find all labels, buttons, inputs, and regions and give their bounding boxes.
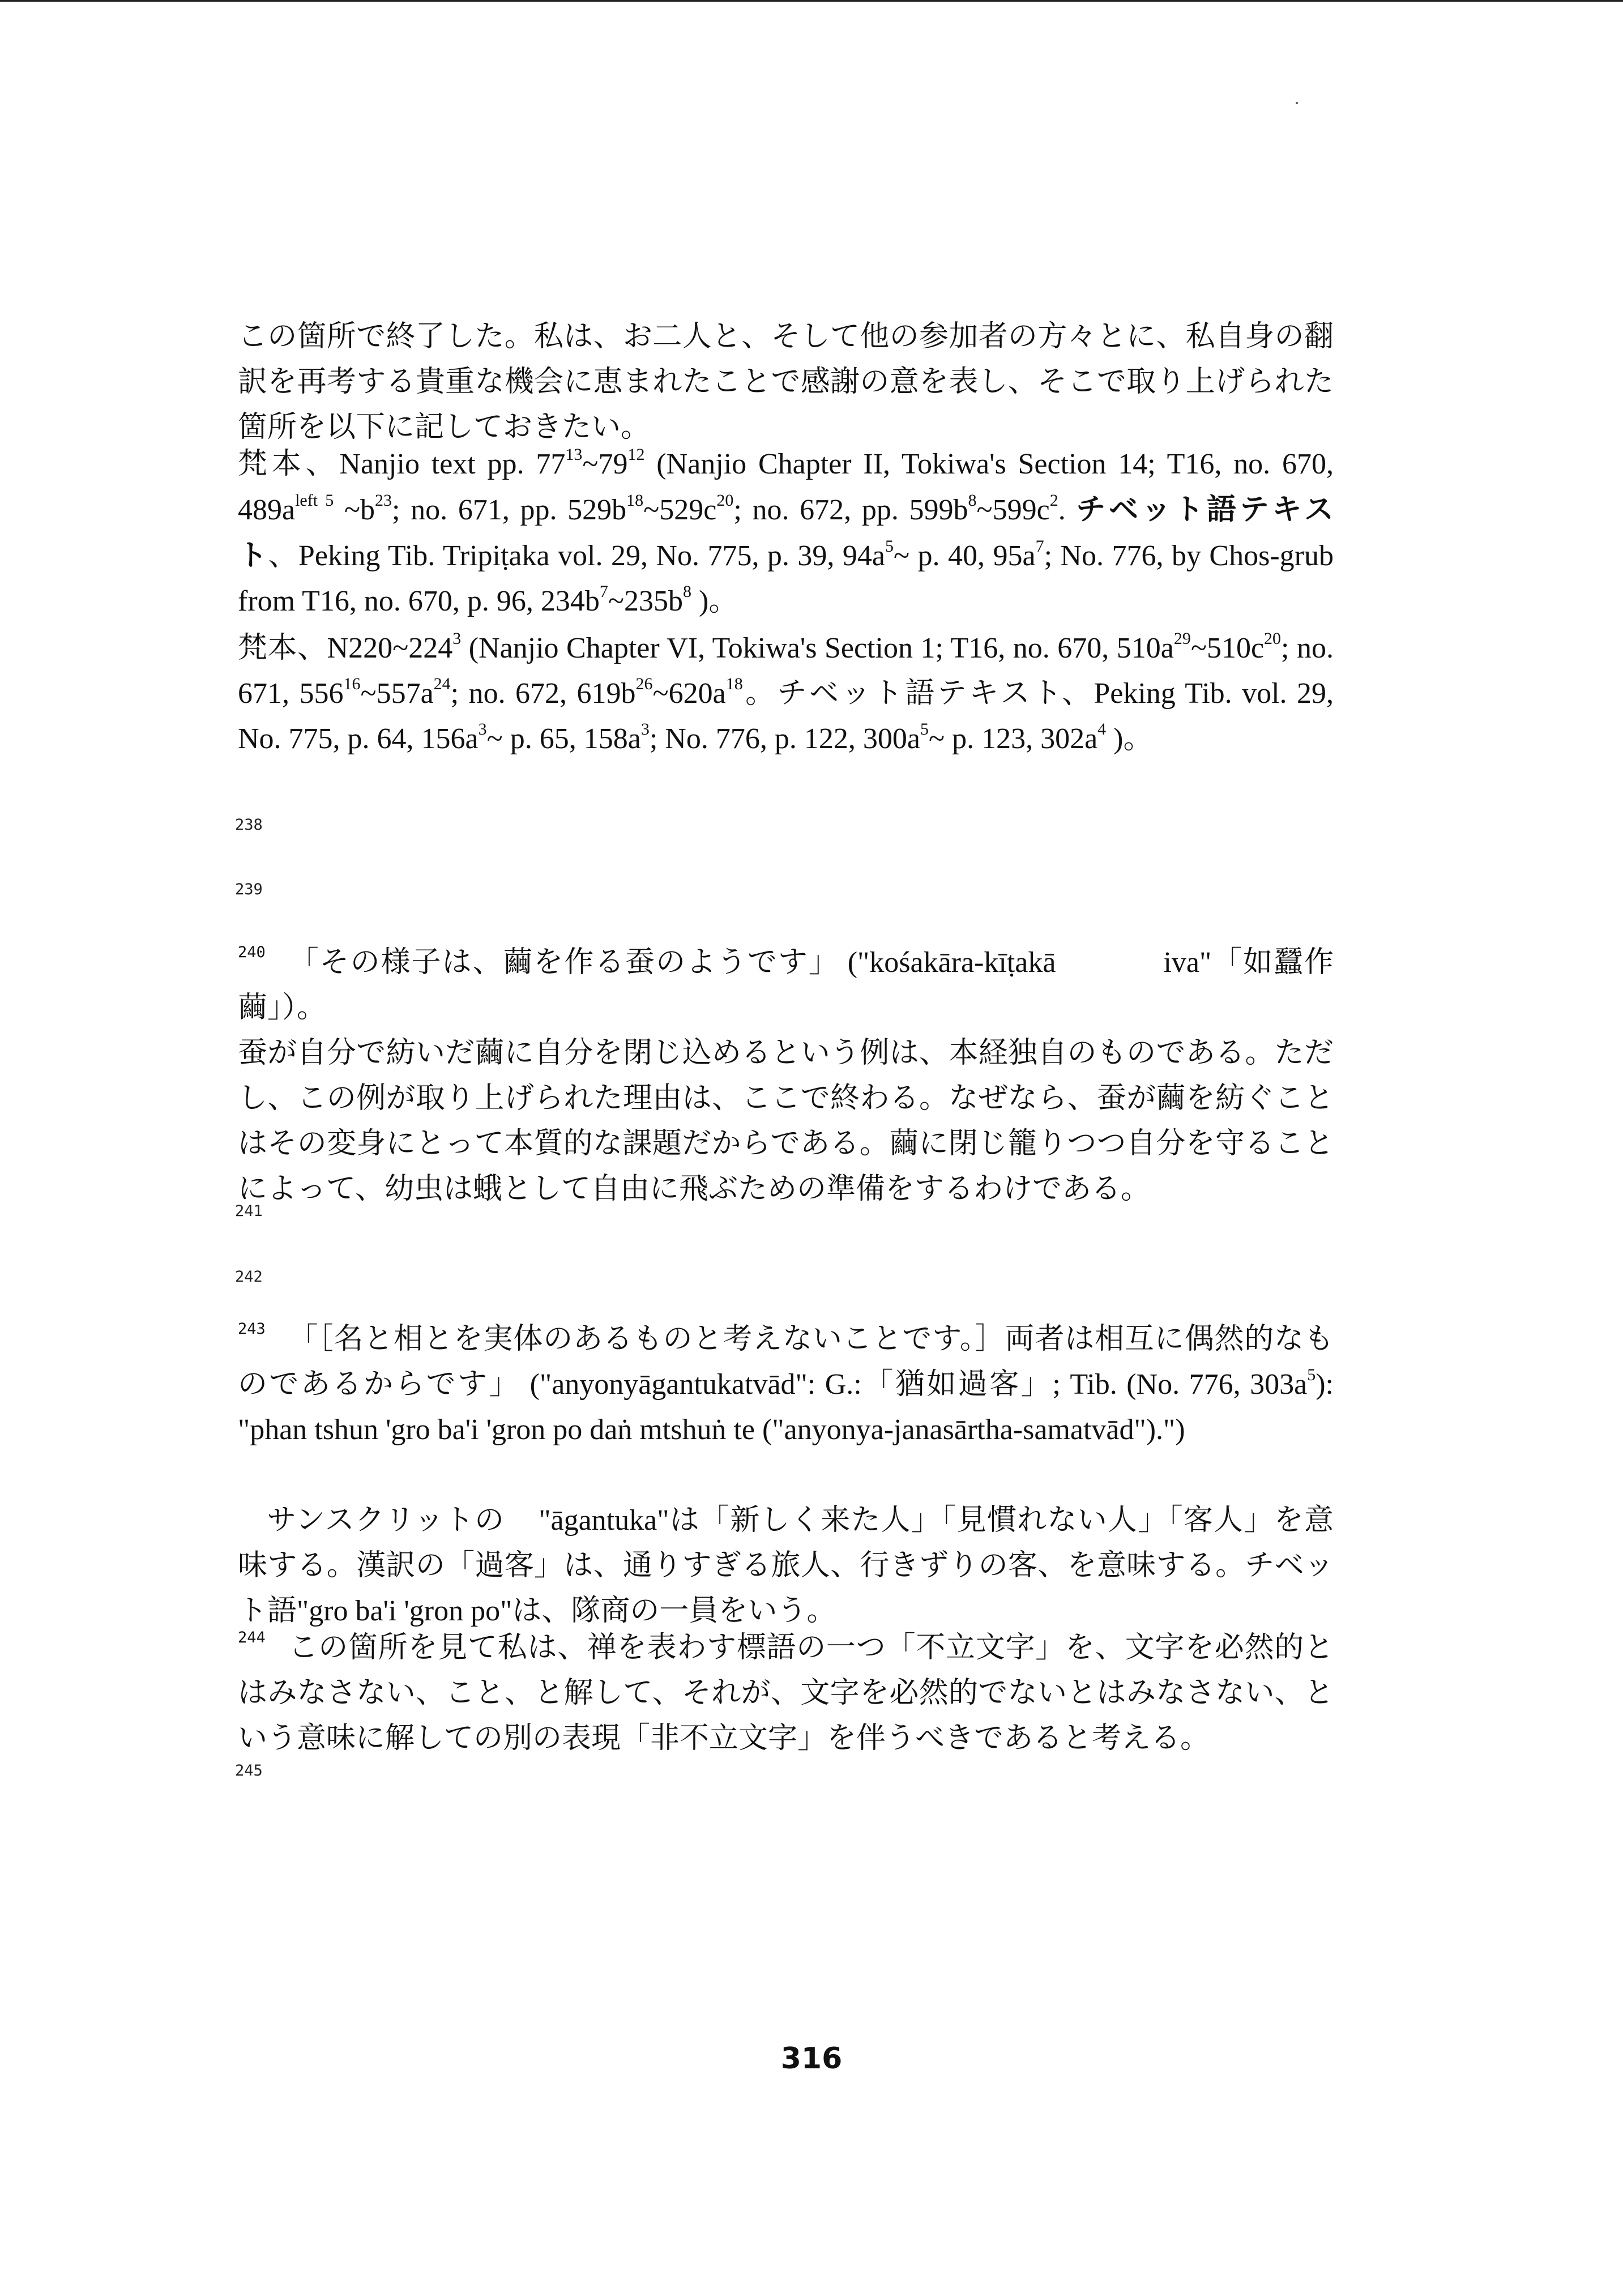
footnote-243: $^{243}$ 「［名と相とを実体のあるものと考えないことです。］両者は相互に偶然的なものであるからです」 ("anyonyāgantukatvād": G.:「猶如過客」; Tib. (No. 776, $303a^5$): "phan tshun 'gro ba'i 'gron po daṅ mtshuṅ te ("anyonya-janasārtha-samatvād").") [238,1320,1334,1446]
footnote-marker-239: 239 [235,881,263,898]
footnote-244: $^{244}$ この箇所を見て私は、禅を表わす標語の一つ「不立文字」を、文字を必然的とはみなさない、こと、と解して、それが、文字を必然的でないとはみなさない、という意味に解しての別の表現「非不立文字」を伴うべきであると考える。 [238,1629,1334,1755]
footnote-number: 243 [238,1320,266,1338]
footnote-240: $^{240}$ 「その様子は、繭を作る蚕のようです」 ("kośakāra-kīṭakā iva"「如蠶作繭」）。 [238,944,1334,1024]
top-border-line [0,0,1623,2]
footnote-marker-238: 238 [235,816,263,834]
footnote-243-commentary: サンスクリットの "āgantuka"は「新しく来た人」「見慣れない人」「客人」を意味する。漢訳の「過客」は、通りすぎる旅人、行きずりの客、を意味する。チベット語"gro ba'i 'gron po"は、隊商の一員をいう。 [238,1504,1334,1627]
footnote-marker-242: 242 [235,1268,263,1286]
reference-paragraph-1: 梵本、Nanjio text pp. $77^{13}\sim 79^{12}$ (Nanjio Chapter II, Tokiwa's Section 14; T16, no. 670, $489a^{left 5}$ $\sim b^{23}$; no. 671, pp. $529b^{18}\sim 529c^{20}$; no. 672, pp. $599b^8\sim 599c^2$. チベット語テキスト、Peking Tib. Tripiṭaka vol. 29, No. 775, p. 39, $94a^5\sim$ p. 40, $95a^7$; No. 776, by Chos-grub from T16, no. 670, p. 96, $234b^7\sim 235b^8$ )。 [238,445,1334,617]
scan-speck [1296,102,1298,104]
reference-paragraph-2: 梵本、$N220\sim 224^3$ (Nanjio Chapter VI, Tokiwa's Section 1; T16, no. 670, $510a^{29}\sim 510c^{20}$; no. 671, $556^{16}\sim 557a^{24}$; no. 672, $619b^{26}\sim 620a^{18}$。チベット語テキスト、Peking Tib. vol. 29, No. 775, p. 64, $156a^3\sim$ p. 65, $158a^3$; No. 776, p. 122, $300a^5\sim$ p. 123, $302a^4$ )。 [238,629,1334,755]
footnote-number: 240 [238,944,266,961]
page-number: 316 [780,2042,843,2076]
footnote-240-commentary: 蚕が自分で紡いだ繭に自分を閉じ込めるという例は、本経独自のものである。ただし、この例が取り上げられた理由は、ここで終わる。なぜなら、蚕が繭を紡ぐことはその変身にとって本質的な課題だからである。繭に閉じ籠りつつ自分を守ることによって、幼虫は蛾として自由に飛ぶための準備をするわけである。 [238,1037,1334,1205]
footnote-marker-241: 241 [235,1202,263,1220]
tibetan-text-label: チベット語テキスト [238,493,1334,573]
footnote-marker-245: 245 [235,1762,263,1779]
paragraph-continuation: この箇所で終了した。私は、お二人と、そして他の参加者の方々とに、私自身の翻訳を再考する貴重な機会に恵まれたことで感謝の意を表し、そこで取り上げられた箇所を以下に記しておきたい。 [238,321,1334,443]
footnote-number: 244 [238,1629,266,1646]
